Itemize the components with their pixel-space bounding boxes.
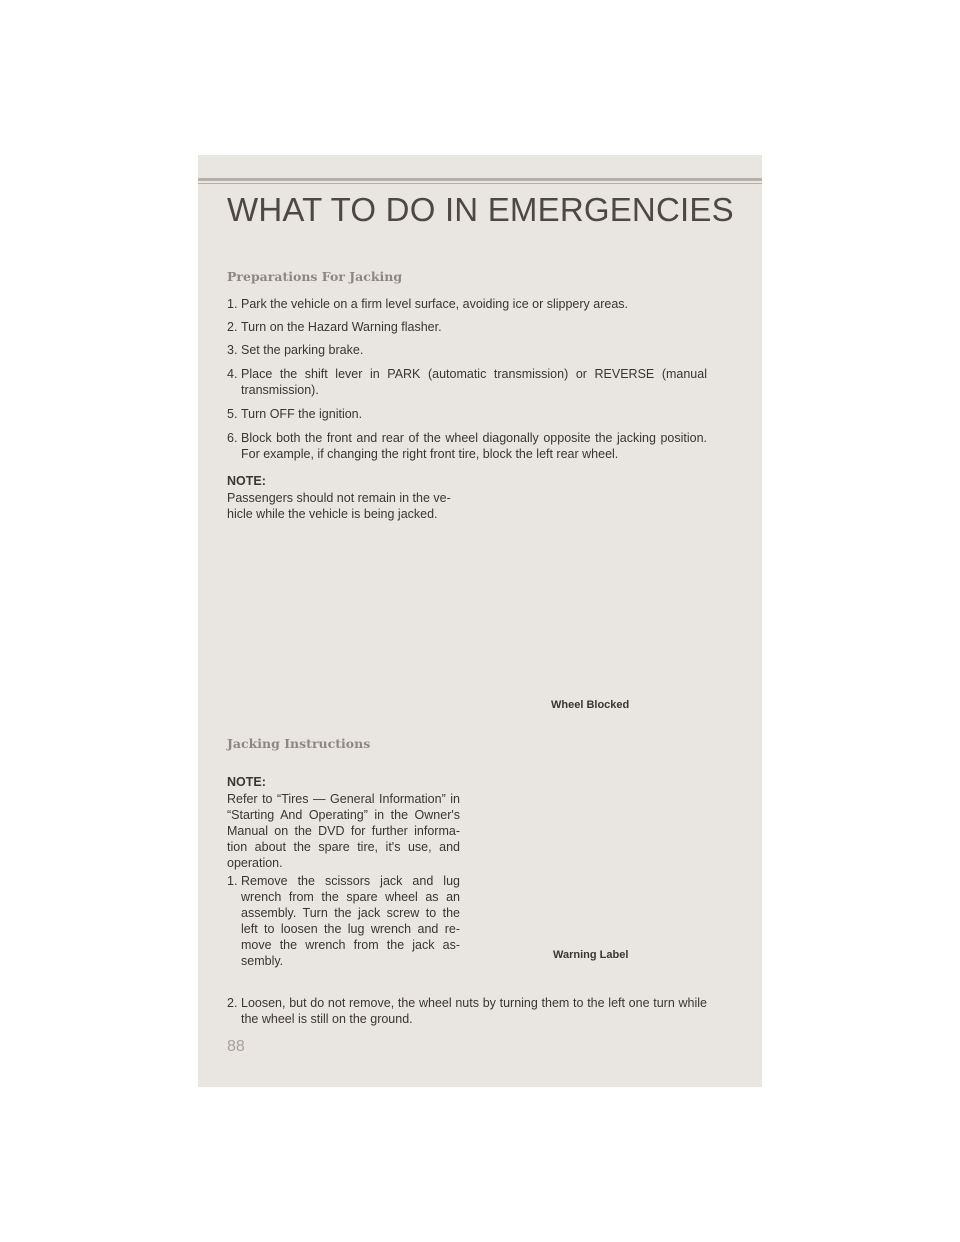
list-item: 2. Turn on the Hazard Warning flasher. xyxy=(227,320,442,334)
chapter-title: WHAT TO DO IN EMERGENCIES xyxy=(227,191,734,228)
note-text: Passengers should not remain in the ve-hicle while the vehicle is being jacked. xyxy=(227,491,451,521)
page-number: 88 xyxy=(227,1038,245,1055)
figure-caption-wheel-blocked: Wheel Blocked xyxy=(551,699,630,711)
list-item: 5. Turn OFF the ignition. xyxy=(227,407,363,421)
list-item: 2. Loosen, but do not remove, the wheel nuts by turning them to the left one turn while the wheel is still on the ground. xyxy=(227,996,707,1026)
note-label: NOTE: xyxy=(227,474,266,488)
note-label: NOTE: xyxy=(227,775,266,789)
list-item: 3. Set the parking brake. xyxy=(227,343,364,357)
list-item: 4. Place the shift lever in PARK (automatic transmission) or REVERSE (manual transmission). xyxy=(227,367,707,397)
header-rule-thick xyxy=(198,178,762,181)
section-heading-jacking: Jacking Instructions xyxy=(227,736,371,751)
header-rule-thin xyxy=(198,183,762,184)
list-item: 1. Remove the scissors jack and lug wrench from the spare wheel as an assembly. Turn the jack screw to the left to loosen the lug wrench and re-move the wrench from the jack as-sembly. xyxy=(227,874,460,968)
manual-page xyxy=(198,155,762,1087)
list-item: 6. Block both the front and rear of the wheel diagonally opposite the jacking position. For example, if changing the right front tire, block the left rear wheel. xyxy=(227,431,707,461)
figure-caption-warning-label: Warning Label xyxy=(553,949,629,961)
list-item: 1. Park the vehicle on a firm level surface, avoiding ice or slippery areas. xyxy=(227,297,628,311)
note-text: Refer to “Tires — General Information” in “Starting And Operating” in the Owner's Manual on the DVD for further informa-tion about the spare tire, it's use, and operation. xyxy=(227,792,460,870)
section-heading-preparations: Preparations For Jacking xyxy=(227,269,403,284)
